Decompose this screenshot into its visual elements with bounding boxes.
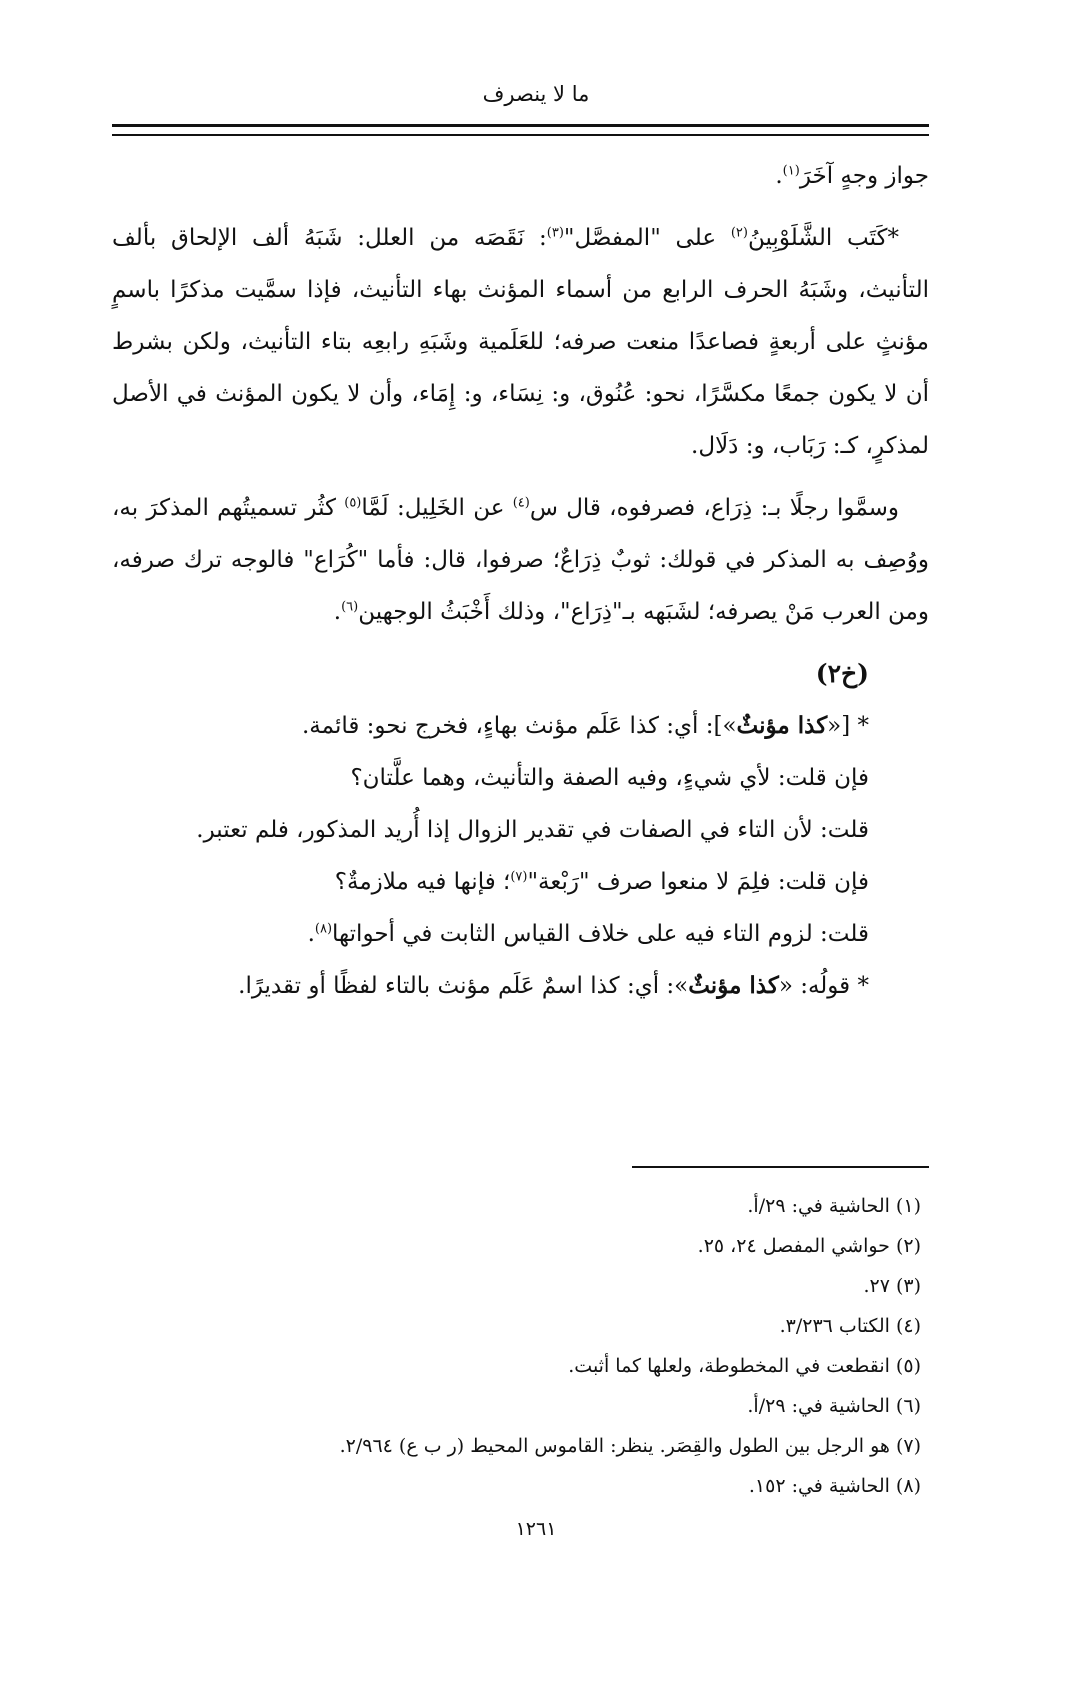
text-run: قلت: لزوم التاء فيه على خلاف القياس الثابت في أحواتها [332, 921, 869, 947]
text-run: وسمَّوا رجلًا بـ: ذِرَاع، فصرفوه، قال س [529, 495, 899, 521]
footnote-6: (٦) الحاشية في: ٢٩/أ. [747, 1395, 921, 1417]
footnote-separator [632, 1166, 929, 1168]
footnotes [112, 1186, 929, 1506]
footnote-ref-3: (٣) [546, 225, 564, 241]
gloss-line-3: قلت: لأن التاء في الصفات في تقدير الزوال إذا أُريد المذكور، فلم تعتبر. [196, 817, 869, 843]
footnote-5: (٥) انقطعت في المخطوطة، ولعلها كما أثبت. [568, 1355, 921, 1377]
lemma-bold: كذا مؤنثٌ [736, 712, 828, 739]
paragraph-3 [112, 482, 929, 638]
footnote-3: (٣) ٢٧. [863, 1275, 921, 1297]
footnote-2: (٢) حواشي المفصل ٢٤، ٢٥. [697, 1235, 921, 1257]
text-run: فإن قلت: فلِمَ لا منعوا صرف "رَبْعة" [527, 869, 869, 895]
section-heading: (خ٢) [815, 659, 869, 688]
footnote-ref-2: (٢) [730, 225, 748, 241]
footnote-8: (٨) الحاشية في: ١٥٢. [748, 1475, 921, 1497]
header-rule-thin [112, 134, 929, 136]
text-run: . [307, 921, 315, 947]
footnote-1: (١) الحاشية في: ٢٩/أ. [747, 1195, 921, 1217]
text-run: »]: أي: كذا عَلَم مؤنث بهاءٍ، فخرج نحو: قائمة. [302, 713, 737, 739]
page-number: ١٢٦١ [515, 1518, 557, 1540]
gloss-line-2: فإن قلت: لأي شيءٍ، وفيه الصفة والتأنيث، وهما علَّتان؟ [350, 765, 869, 791]
gloss-line-1 [112, 700, 929, 752]
text-run: جواز وجهٍ آخَرَ [799, 163, 929, 189]
text-run: »: أي: كذا اسمٌ عَلَم مؤنث بالتاء لفظًا أو تقديرًا. [238, 973, 689, 999]
text-run: عن الخَلِيل: لَمَّا [361, 495, 513, 521]
footnote-ref-4: (٤) [512, 495, 530, 511]
text-run: *كَتَب الشَّلَوْبِينُ [747, 225, 899, 251]
header-rule-thick [112, 124, 929, 127]
text-run: كثُر تسميتُهم المذكرَ به، ووُصِف به المذكر في قولك: ثوبٌ ذِرَاعٌ؛ صرفوا، قال: فأما "كُرَاع" فالوجه ترك صرفه، ومن العرب مَنْ يصرفه؛ لشَبَهه بـ"ذِرَاع"، وذلك أَخْبَثُ الوجهين [112, 495, 929, 625]
footnote-4: (٤) الكتاب ٣/٢٣٦. [779, 1315, 921, 1337]
text-run: * [« [827, 713, 869, 739]
paragraph-2 [112, 212, 929, 472]
gloss-line-5 [112, 908, 929, 960]
gloss-line-4 [112, 856, 929, 908]
footnote-ref-6: (٦) [341, 599, 359, 615]
text-run: . [775, 163, 783, 189]
footnote-ref-1: (١) [782, 163, 800, 179]
footnote-ref-8: (٨) [314, 921, 333, 937]
footnote-ref-7: (٧) [510, 869, 528, 885]
text-run: * قولُه: « [778, 973, 869, 999]
footnote-ref-5: (٥) [344, 495, 362, 511]
paragraph-1 [112, 150, 929, 202]
text-run: . [333, 599, 342, 625]
footnote-7: (٧) هو الرجل بين الطول والقِصَر. ينظر: القاموس المحيط (ر ب ع) ٢/٩٦٤. [339, 1435, 921, 1457]
text-run: : نَقَصَه من العلل: شَبَهُ ألف الإلحاق بألف التأنيث، وشَبَهُ الحرف الرابع من أسماء المؤنث بهاء التأنيث، فإذا سمَّيت مذكرًا باسمٍ مؤنثٍ على أربعةٍ فصاعدًا منعت صرفه؛ للعَلَمية وشَبَهِ رابعِه بتاء التأنيث، ولكن بشرط أن لا يكون جمعًا مكسَّرًا، نحو: عُنُوق، و: نِسَاء، و: إِمَاء، وأن لا يكون المؤنث في الأصل لمذكرٍ، كـ: رَبَاب، و: دَلَال. [112, 225, 929, 459]
text-run: ؛ فإنها فيه ملازمةٌ؟ [334, 869, 511, 895]
running-title: ما لا ينصرف [482, 82, 590, 106]
body-text [112, 150, 929, 1012]
text-run: على "المفصَّل" [563, 225, 731, 251]
gloss-line-6 [112, 960, 929, 1012]
lemma-bold: كذا مؤنثٌ [688, 972, 779, 999]
